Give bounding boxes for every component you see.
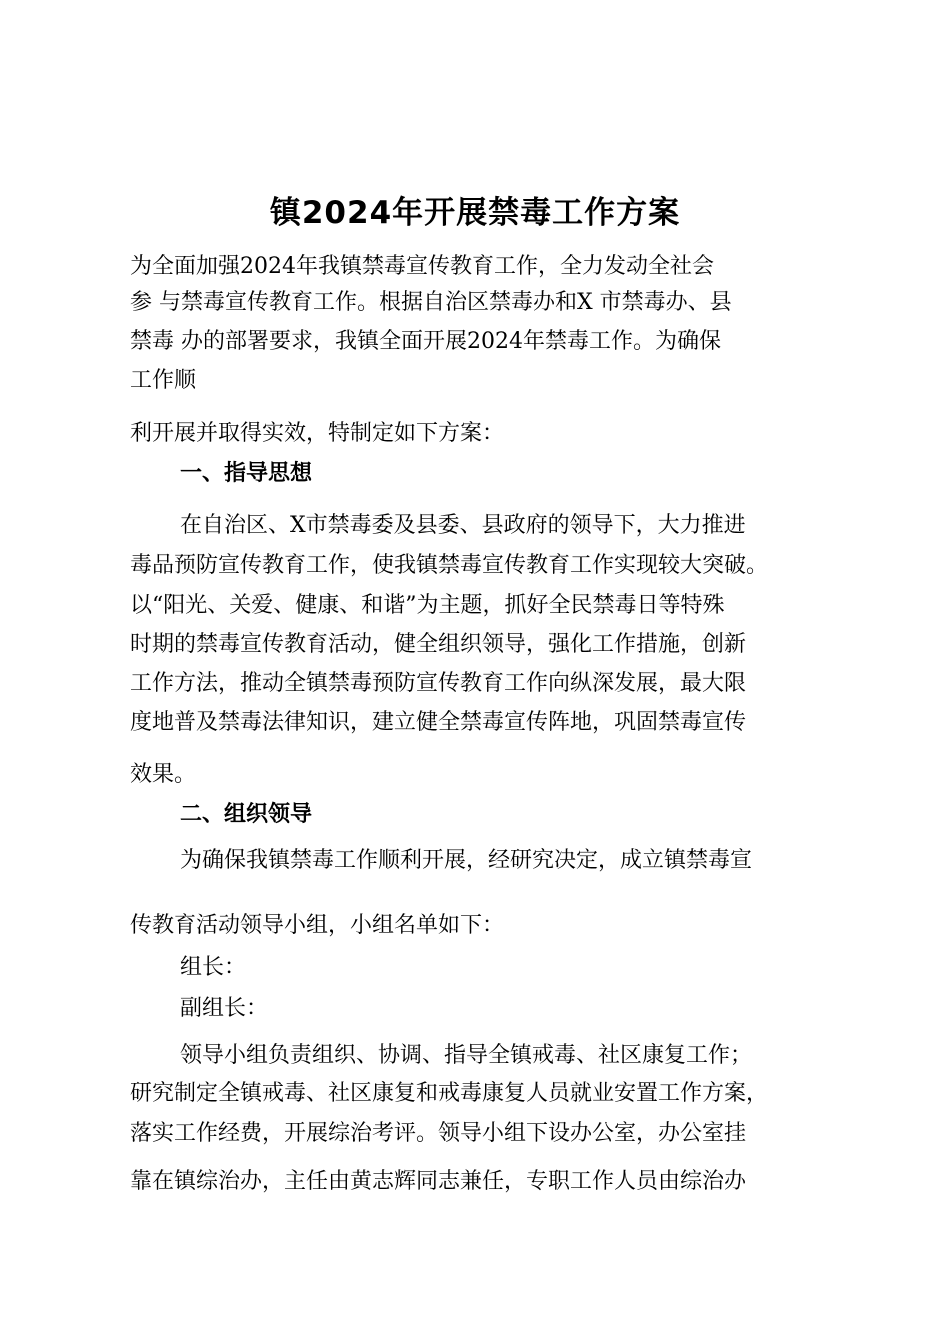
paragraph-line: 为确保我镇禁毒工作顺利开展，经研究决定，成立镇禁毒宣 <box>180 848 753 873</box>
paragraph-line: 传教育活动领导小组，小组名单如下： <box>130 913 505 938</box>
document-title: 镇2024年开展禁毒工作方案 <box>269 195 681 231</box>
intro-line: 利开展并取得实效，特制定如下方案： <box>130 421 505 446</box>
paragraph-line: 靠在镇综治办，主任由黄志辉同志兼任，专职工作人员由综治办 <box>130 1169 747 1194</box>
paragraph-line: 领导小组负责组织、协调、指导全镇戒毒、社区康复工作； <box>180 1043 753 1068</box>
paragraph-line: 毒品预防宣传教育工作，使我镇禁毒宣传教育工作实现较大突破。 <box>130 553 769 578</box>
paragraph-line: 落实工作经费，开展综治考评。领导小组下设办公室，办公室挂 <box>130 1121 747 1146</box>
section-heading-organization: 二、组织领导 <box>180 802 313 827</box>
team-leader-line: 组长： <box>180 955 247 980</box>
paragraph-line: 研究制定全镇戒毒、社区康复和戒毒康复人员就业安置工作方案， <box>130 1081 769 1106</box>
section-heading-guiding-ideology: 一、指导思想 <box>180 461 313 486</box>
paragraph-line: 工作方法，推动全镇禁毒预防宣传教育工作向纵深发展，最大限 <box>130 671 747 696</box>
paragraph-line: 效果。 <box>130 762 197 787</box>
paragraph-line: 在自治区、X市禁毒委及县委、县政府的领导下，大力推进 <box>180 513 746 538</box>
deputy-leader-line: 副组长： <box>180 996 269 1021</box>
intro-line: 工作顺 <box>130 368 197 393</box>
intro-line: 参 与禁毒宣传教育工作。根据自治区禁毒办和X 市禁毒办、县 <box>130 290 732 315</box>
paragraph-line: 度地普及禁毒法律知识，建立健全禁毒宣传阵地，巩固禁毒宣传 <box>130 710 747 735</box>
intro-line: 禁毒 办的部署要求，我镇全面开展2024年禁毒工作。为确保 <box>130 329 721 354</box>
intro-line: 为全面加强2024年我镇禁毒宣传教育工作，全力发动全社会 <box>130 254 714 279</box>
paragraph-line: 时期的禁毒宣传教育活动，健全组织领导，强化工作措施，创新 <box>130 632 747 657</box>
paragraph-line: 以“阳光、关爱、健康、和谐”为主题，抓好全民禁毒日等特殊 <box>130 593 725 618</box>
